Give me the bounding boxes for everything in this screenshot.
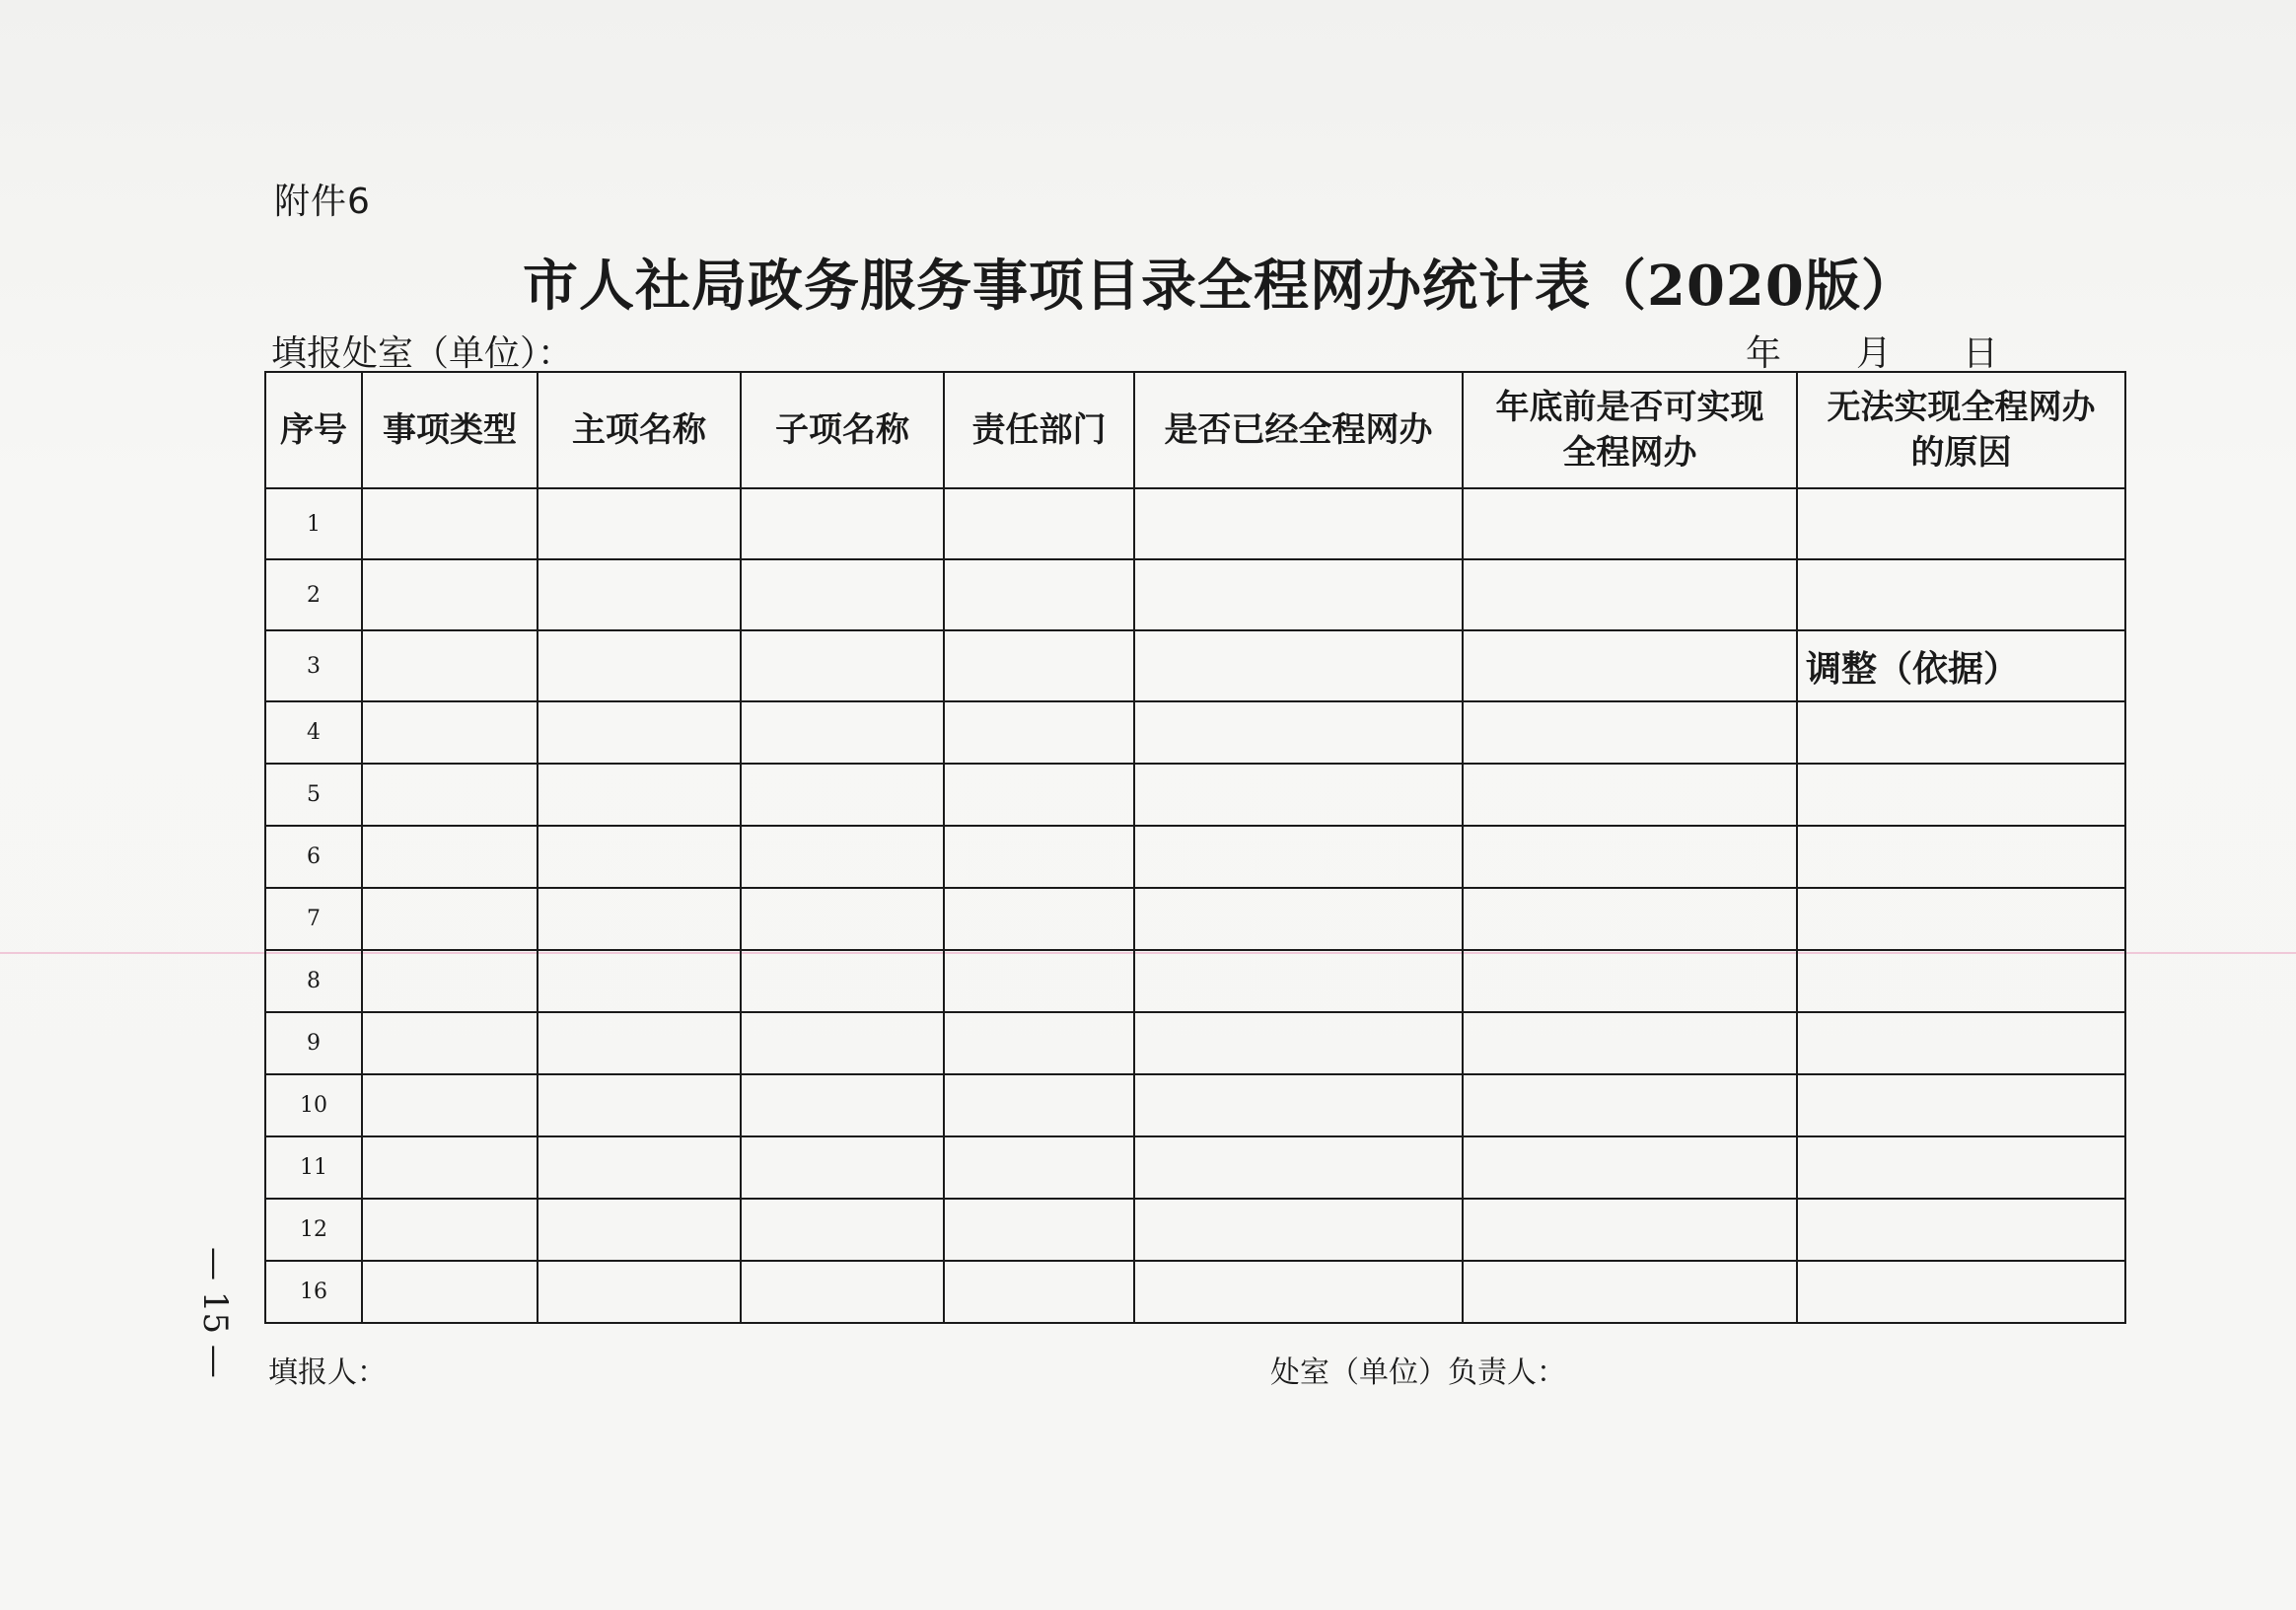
table-cell [1134, 1012, 1463, 1074]
table-cell [538, 630, 741, 701]
table-cell [538, 559, 741, 630]
table-cell [944, 701, 1134, 764]
table-cell [362, 888, 538, 950]
table-row [265, 701, 2125, 764]
header-text: 主项名称 [572, 410, 706, 450]
reason-cell [1797, 559, 2125, 630]
department-head-label: 处室（单位）负责人： [1270, 1355, 1566, 1390]
table-row [265, 764, 2125, 826]
table-cell [1463, 701, 1797, 764]
row-number: 12 [265, 1199, 362, 1261]
table-cell [741, 701, 944, 764]
table-cell [538, 1074, 741, 1136]
table-cell [741, 488, 944, 559]
row-number: 6 [265, 826, 362, 888]
table-cell [741, 1136, 944, 1199]
table-row [265, 826, 2125, 888]
table-cell [1134, 1136, 1463, 1199]
row-number: 3 [265, 630, 362, 701]
table-cell [944, 1199, 1134, 1261]
table-row [265, 888, 2125, 950]
unit-field-label: 填报处室（单位）： [271, 333, 574, 374]
header-cell [265, 372, 362, 488]
table-cell [362, 488, 538, 559]
date-month-label: 月 [1856, 333, 1893, 374]
date-day-label: 日 [1963, 333, 1999, 374]
reason-cell [1797, 1074, 2125, 1136]
table-cell [362, 1261, 538, 1323]
table-cell [1463, 1074, 1797, 1136]
table-cell [741, 1199, 944, 1261]
table-row [265, 630, 2125, 701]
table-cell [1134, 1199, 1463, 1261]
table-cell [1134, 630, 1463, 701]
table-cell [538, 764, 741, 826]
attachment-label: 附件6 [274, 182, 371, 222]
table-cell [1134, 1074, 1463, 1136]
table-cell [538, 1199, 741, 1261]
reason-cell [1797, 1199, 2125, 1261]
header-cell [741, 372, 944, 488]
table-cell [538, 1012, 741, 1074]
table-cell [944, 1074, 1134, 1136]
table-cell [1134, 764, 1463, 826]
table-cell [741, 826, 944, 888]
table-cell [1463, 559, 1797, 630]
table-cell [362, 701, 538, 764]
row-number: 8 [265, 950, 362, 1012]
table-cell [1134, 826, 1463, 888]
table-cell [362, 1074, 538, 1136]
table-cell [362, 764, 538, 826]
table-cell [1134, 559, 1463, 630]
row-number: 1 [265, 488, 362, 559]
header-cell [944, 372, 1134, 488]
table-cell [538, 950, 741, 1012]
table-cell [538, 826, 741, 888]
header-text: 序号 [280, 410, 347, 450]
date-field [1746, 326, 1998, 376]
table-cell [1463, 826, 1797, 888]
reason-cell [1797, 701, 2125, 764]
header-text: 事项类型 [383, 410, 517, 450]
table-cell [362, 1136, 538, 1199]
table-header-row [265, 372, 2125, 488]
row-number: 10 [265, 1074, 362, 1136]
reason-cell [1797, 826, 2125, 888]
header-text: 的原因 [1910, 433, 2012, 473]
table-cell [944, 888, 1134, 950]
table-cell [741, 630, 944, 701]
table-cell [1463, 1012, 1797, 1074]
table-cell [538, 701, 741, 764]
table-body [265, 488, 2125, 1323]
reason-cell [1797, 1136, 2125, 1199]
table-cell [741, 1012, 944, 1074]
header-cell [538, 372, 741, 488]
table-cell [1463, 1136, 1797, 1199]
statistics-table [264, 371, 2126, 1324]
table-cell [1134, 888, 1463, 950]
table-cell [944, 950, 1134, 1012]
table-cell [1463, 1199, 1797, 1261]
row-number: 2 [265, 559, 362, 630]
header-cell [1134, 372, 1463, 488]
document-title: 市人社局政务服务事项目录全程网办统计表（2020版） [523, 254, 1917, 319]
table-cell [538, 1261, 741, 1323]
table-cell [741, 764, 944, 826]
table-cell [362, 950, 538, 1012]
reason-cell: 调整（依据） [1797, 630, 2125, 701]
table-cell [1463, 950, 1797, 1012]
table-cell [1463, 888, 1797, 950]
reason-cell [1797, 1261, 2125, 1323]
table-cell [1134, 950, 1463, 1012]
table-row [265, 950, 2125, 1012]
table-cell [362, 1012, 538, 1074]
table-cell [741, 1074, 944, 1136]
date-year-label: 年 [1746, 333, 1782, 374]
table-cell [1134, 1261, 1463, 1323]
table-cell [944, 764, 1134, 826]
table-row [265, 1012, 2125, 1074]
table-cell [362, 826, 538, 888]
table-cell [944, 1136, 1134, 1199]
row-number: 9 [265, 1012, 362, 1074]
table-cell [538, 1136, 741, 1199]
table-cell [1463, 488, 1797, 559]
table-cell [741, 1261, 944, 1323]
header-text: 全程网办 [1562, 433, 1697, 473]
table-cell [1463, 764, 1797, 826]
table-cell [538, 488, 741, 559]
table-cell [944, 1261, 1134, 1323]
table-cell [741, 559, 944, 630]
reason-cell [1797, 1012, 2125, 1074]
reason-cell [1797, 950, 2125, 1012]
header-cell [1797, 372, 2125, 488]
table-cell [538, 888, 741, 950]
table-row [265, 1261, 2125, 1323]
table-row [265, 1136, 2125, 1199]
table-cell [1134, 701, 1463, 764]
table-cell [944, 630, 1134, 701]
reason-cell [1797, 888, 2125, 950]
row-number: 11 [265, 1136, 362, 1199]
table-cell [944, 1012, 1134, 1074]
row-number: 4 [265, 701, 362, 764]
header-text: 子项名称 [775, 410, 909, 450]
table-cell [944, 488, 1134, 559]
table-cell [1134, 488, 1463, 559]
page-number: — 15 — [195, 1246, 235, 1378]
table-cell [741, 888, 944, 950]
reason-cell [1797, 488, 2125, 559]
row-number: 5 [265, 764, 362, 826]
row-number: 7 [265, 888, 362, 950]
table-cell [362, 1199, 538, 1261]
filler-label: 填报人： [268, 1355, 387, 1390]
header-text: 责任部门 [971, 410, 1107, 450]
table-cell [944, 559, 1134, 630]
header-text: 是否已经全程网办 [1164, 410, 1433, 450]
table-row [265, 559, 2125, 630]
header-text: 年底前是否可实现 [1495, 388, 1764, 427]
table-row [265, 1074, 2125, 1136]
table-cell [944, 826, 1134, 888]
header-text: 无法实现全程网办 [1827, 388, 2096, 427]
table-cell [362, 630, 538, 701]
header-cell [362, 372, 538, 488]
row-number: 16 [265, 1261, 362, 1323]
table-cell [1463, 1261, 1797, 1323]
table-cell [741, 950, 944, 1012]
table-cell [1463, 630, 1797, 701]
table-row [265, 1199, 2125, 1261]
table-cell [362, 559, 538, 630]
reason-cell [1797, 764, 2125, 826]
header-cell [1463, 372, 1797, 488]
table-row [265, 488, 2125, 559]
